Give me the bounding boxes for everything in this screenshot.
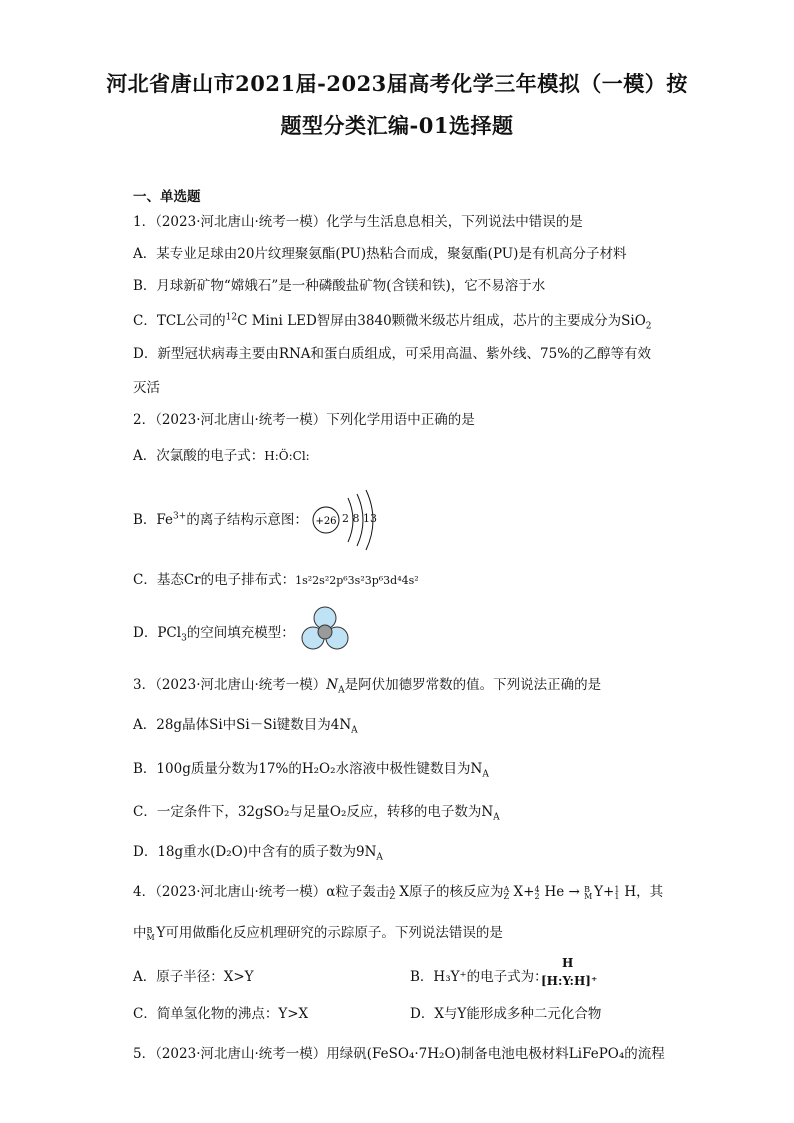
q3-stem-pre: 3．（2023·河北唐山·统考一模） [133,677,327,693]
q4-option-d: D．X与Y能形成多种二元化合物 [410,1006,602,1022]
q2-option-a [133,447,310,465]
q3-option-a: A．28g晶体Si中Si－Si键数目为$4N_A$ [133,717,358,736]
q3-option-d: D．18g重水(D₂O)中含有的质子数为$9N_A$ [133,844,383,863]
q4-stem-line1: 4．（2023·河北唐山·统考一模）α粒子轰击 A Z X原子的核反应为 A Z X+ 4 2 He → B M Y+ 1 1 H，其 [133,884,664,901]
q1-option-c-main: C Mini LED智屏由3840颗微米级芯片组成，芯片的主要成分为SiO [237,313,646,329]
q1-option-c-pre: C．TCL公司的 [133,313,226,329]
q3-stem: 3．（2023·河北唐山·统考一模）$N_A$是阿伏加德罗常数的值。下列说法正确的是 [133,677,602,696]
q4-alpha-text: α粒子轰击 [326,884,390,900]
hclo-electron-formula: H:Ö:Cl: [264,449,310,463]
q2-option-c-label: C．基态Cr的电子排布式： [133,572,296,588]
page-title-line1: 河北省唐山市2021届-2023届高考化学三年模拟（一模）按 [106,71,688,96]
section-heading: 一、单选题 [133,189,201,205]
q4-reaction-text: X原子的核反应为 [399,884,504,900]
pcl3-space-filling-model [300,606,350,654]
q4-stem-line2: 中 B M Y可用做酯化反应机理研究的示踪原子。下列说法错误的是 [133,925,503,942]
q5-stem: 5．（2023·河北唐山·统考一模）用绿矾(FeSO₄·7H₂O)制备电池电极材料LiFePO₄的流程 [133,1046,665,1062]
q2-stem: 2．（2023·河北唐山·统考一模）下列化学用语中正确的是 [133,412,475,428]
q2-option-b-post: 的离子结构示意图： [186,512,308,528]
q1-stem: 1．（2023·河北唐山·统考一模）化学与生活息息相关，下列说法中错误的是 [133,214,583,230]
q2-option-c [133,571,419,590]
cr-electron-config: 1s²2s²2p⁶3s²3p⁶3d⁴4s² [295,574,419,587]
q2-option-a-label: A．次氯酸的电子式： [133,448,265,464]
q1-option-b: B．月球新矿物“嫦娥石”是一种磷酸盐矿物(含镁和铁)，它不易溶于水 [133,278,546,294]
fe3-nucleus-label: +26 [315,516,337,527]
h3y-top-h: H [562,956,574,970]
q4-option-c: C．简单氢化物的沸点：Y>X [133,1006,309,1022]
h3y-electron-formula: [H:Y:H]⁺ [541,974,598,988]
q3-stem-post: 是阿伏加德罗常数的值。下列说法正确的是 [344,677,602,693]
q4-option-b: B．H₃Y⁺的电子式为： [410,969,548,985]
q1-option-a: A．某专业足球由20片纹理聚氨酯(PU)热粘合而成，聚氨酯(PU)是有机高分子材料 [133,246,627,262]
q1-option-d-line2: 灭活 [133,380,160,396]
q2-option-d: D．PCl$_3$的空间填充模型： [133,625,295,644]
fe3-shell-electrons: 2 8 13 [342,512,377,525]
q4-option-a: A．原子半径：X>Y [133,969,254,985]
q1-option-d-line1: D．新型冠状病毒主要由RNA和蛋白质组成，可采用高温、紫外线、75%的乙醇等有效 [133,346,652,362]
q3-option-c: C．一定条件下，32gSO₂与足量O₂反应，转移的电子数为$N_A$ [133,804,500,823]
q2-option-b-pre: B．Fe [133,512,174,528]
page-title-line2: 题型分类汇编-01选择题 [280,113,514,138]
q1-option-c: C．TCL公司的$^{12}$C Mini LED智屏由3840颗微米级芯片组成，芯片的主要成分为SiO$_2$ [133,312,652,332]
q2-option-d-post: 的空间填充模型： [186,625,295,641]
q2-option-b: B．$Fe^{3+}$的离子结构示意图： [133,511,308,528]
q2-option-d-pre: D．PCl [133,625,182,641]
q3-option-b: B．100g质量分数为17%的H₂O₂水溶液中极性键数目为$N_A$ [133,761,489,780]
